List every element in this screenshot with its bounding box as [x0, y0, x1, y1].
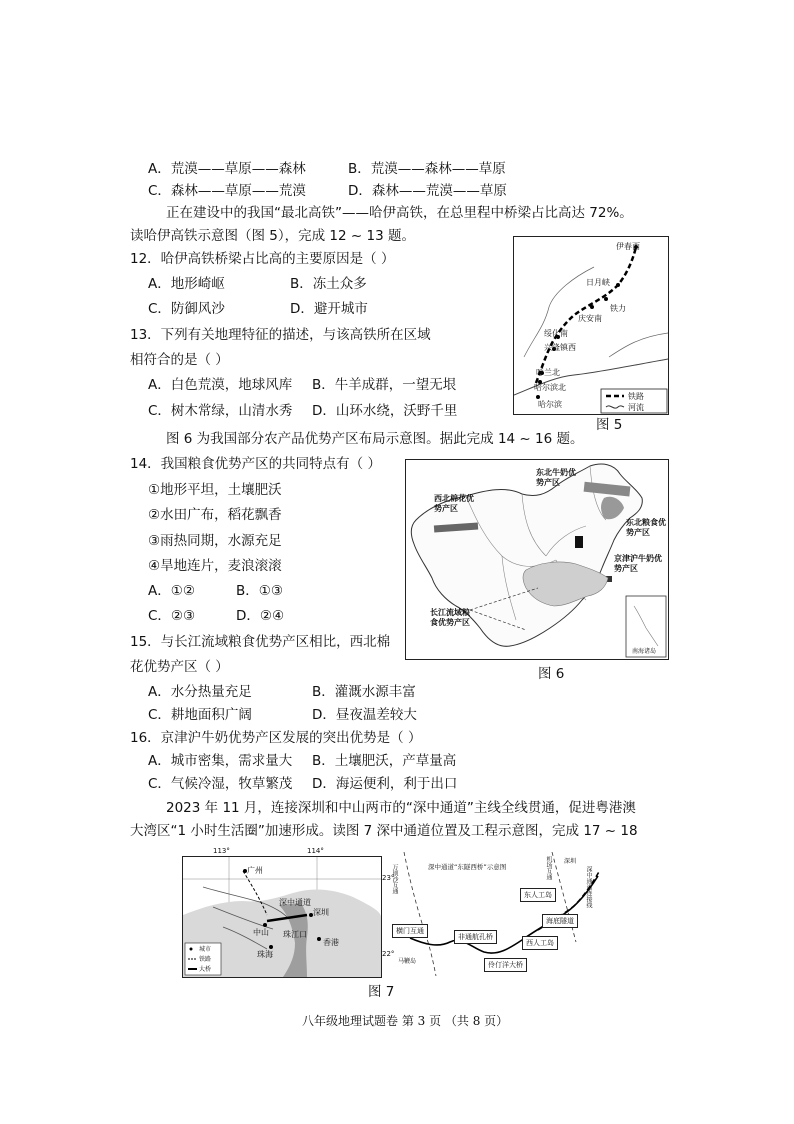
fig7-lon-114: 114° [307, 847, 324, 855]
fig5-place: 哈尔滨北 [534, 383, 566, 392]
q14-statement-1: ①地形平坦，土壤肥沃 [148, 482, 282, 498]
fig7-map-place: 广州 [247, 866, 263, 875]
fig5-place: 伊春西 [616, 242, 640, 251]
fig7-map-place: 深中通道 [279, 898, 311, 907]
q12-option-d: D．避开城市 [290, 301, 368, 317]
figure-6-map [405, 459, 669, 660]
figure-7-map-svg [183, 857, 381, 977]
figure-7-map [182, 847, 382, 978]
intro-hayi-line2: 读哈伊高铁示意图（图 5），完成 12 ~ 13 题。 [130, 228, 415, 244]
q12-option-c: C．防御风沙 [148, 301, 225, 317]
fig7-henmen: 横门互通 [392, 924, 428, 938]
q14-option-d: D．②④ [236, 608, 285, 624]
figure-6-caption: 图 6 [538, 666, 565, 682]
fig5-place: 庆安南 [578, 314, 602, 323]
figure-5-caption: 图 5 [596, 417, 623, 433]
fig6-label-ne-grain: 东北粮食优势产区 [626, 518, 666, 537]
fig5-place: 兴隆镇西 [544, 343, 576, 352]
fig7-west-island: 西人工岛 [522, 936, 558, 950]
fig7-east-island: 东人工岛 [520, 888, 556, 902]
q15-option-a: A．水分热量充足 [148, 684, 252, 700]
q16-option-c: C．气候冷湿，牧草繁茂 [148, 776, 293, 792]
fig5-place: 绥化南 [544, 329, 568, 338]
q12-stem: 12．哈伊高铁桥梁占比高的主要原因是（ ） [130, 251, 395, 267]
fig7-wanqingsha: 万顷沙互通 [391, 864, 398, 894]
fig6-inset-label: 南海诸岛 [632, 648, 657, 655]
q15-option-b: B．灌溉水源丰富 [312, 684, 416, 700]
fig7-madaodao: 马鞭岛 [398, 958, 417, 965]
q14-statement-2: ②水田广布，稻花飘香 [148, 507, 282, 523]
fig7-lon-113: 113° [213, 847, 230, 855]
fig7-undersea-tunnel: 海底隧道 [542, 914, 578, 928]
q11-option-d: D．森林——荒漠——草原 [348, 183, 507, 199]
q15-stem-line1: 15．与长江流域粮食优势产区相比，西北棉 [130, 634, 391, 650]
q15-stem-line2: 花优势产区（ ） [130, 659, 229, 675]
fig7-map-place: 深圳 [313, 908, 329, 917]
fig7-map-place: 中山 [253, 928, 269, 937]
fig7-map-place: 香港 [323, 938, 339, 947]
q13-option-a: A．白色荒漠，地球风库 [148, 377, 293, 393]
intro-hayi-line1: 正在建设中的我国“最北高铁”——哈伊高铁，在总里程中桥梁占比高达 72%。 [166, 205, 633, 221]
fig7-map-place: 珠江口 [283, 930, 307, 939]
intro-shenzhong-line2: 大湾区“1 小时生活圈”加速形成。读图 7 深中通道位置及工程示意图，完成 17 ~ 18 [130, 823, 638, 839]
q14-option-a: A．①② [148, 583, 195, 599]
fig7-lingdingyang-bridge: 伶仃洋大桥 [484, 958, 527, 972]
q13-stem-line1: 13．下列有关地理特征的描述，与该高铁所在区域 [130, 327, 431, 343]
fig5-legend-rail: 铁路 [628, 392, 644, 401]
q14-stem: 14．我国粮食优势产区的共同特点有（ ） [130, 456, 381, 472]
q13-option-d: D．山环水绕，沃野千里 [312, 403, 458, 419]
page-footer: 八年级地理试题卷 第 3 页 （共 8 页） [302, 1014, 509, 1028]
intro-fig6: 图 6 为我国部分农产品优势产区布局示意图。据此完成 14 ~ 16 题。 [166, 431, 584, 447]
q14-statement-3: ③雨热同期，水源充足 [148, 533, 282, 549]
q15-option-c: C．耕地面积广阔 [148, 707, 252, 723]
fig7-schematic-title: 深中通道“东隧西桥”示意图 [428, 863, 507, 871]
fig7-connector: 深中通道连接线 [585, 866, 592, 908]
q16-option-d: D．海运便利，利于出口 [312, 776, 458, 792]
fig7-nonnav-bridge: 非通航孔桥 [454, 930, 497, 944]
fig6-label-cj-grain: 长江流域粮食优势产区 [430, 608, 470, 627]
q13-option-b: B．牛羊成群，一望无垠 [312, 377, 457, 393]
fig7-legend-city: 城市 [199, 946, 212, 953]
q14-option-c: C．②③ [148, 608, 196, 624]
fig7-lat-22: 22° [382, 950, 395, 958]
intro-shenzhong-line1: 2023 年 11 月，连接深圳和中山两市的“深中通道”主线全线贯通，促进粤港澳 [166, 800, 636, 816]
q11-option-a: A．荒漠——草原——森林 [148, 161, 306, 177]
q12-option-b: B．冻土众多 [290, 276, 367, 292]
fig5-place: 铁力 [610, 304, 626, 313]
q14-option-b: B．①③ [236, 583, 283, 599]
q16-stem: 16．京津沪牛奶优势产区发展的突出优势是（ ） [130, 730, 422, 746]
figure-7-schematic [388, 852, 608, 976]
fig7-shenzhen-side: 深圳 [564, 858, 577, 865]
fig7-lat-23: 23° [382, 874, 395, 882]
q13-stem-line2: 相符合的是（ ） [130, 352, 229, 368]
figure-7-caption: 图 7 [368, 984, 395, 1000]
fig5-place: 呼兰北 [536, 368, 560, 377]
fig7-map-place: 珠海 [257, 950, 273, 959]
q11-option-c: C．森林——草原——荒漠 [148, 183, 306, 199]
fig6-label-ne-milk: 东北牛奶优势产区 [536, 468, 576, 487]
q13-option-c: C．树木常绿，山清水秀 [148, 403, 293, 419]
q11-option-b: B．荒漠——森林——草原 [348, 161, 506, 177]
fig5-legend-river: 河流 [628, 403, 644, 412]
q16-option-a: A．城市密集，需求量大 [148, 753, 293, 769]
figure-5-map [513, 236, 669, 415]
q15-option-d: D．昼夜温差较大 [312, 707, 417, 723]
fig5-place: 日月峡 [586, 278, 610, 287]
q12-option-a: A．地形崎岖 [148, 276, 225, 292]
fig7-legend-rail: 铁路 [199, 956, 212, 963]
q14-statement-4: ④旱地连片，麦浪滚滚 [148, 558, 282, 574]
fig5-place: 哈尔滨 [538, 400, 562, 409]
fig6-label-nw-cotton: 西北棉花优势产区 [434, 494, 474, 513]
fig6-label-jjh-milk: 京津沪牛奶优势产区 [614, 554, 662, 573]
fig7-legend-bridge: 大桥 [199, 966, 212, 973]
q16-option-b: B．土壤肥沃，产草量高 [312, 753, 457, 769]
fig7-airport-link: 机场互通 [545, 856, 552, 880]
